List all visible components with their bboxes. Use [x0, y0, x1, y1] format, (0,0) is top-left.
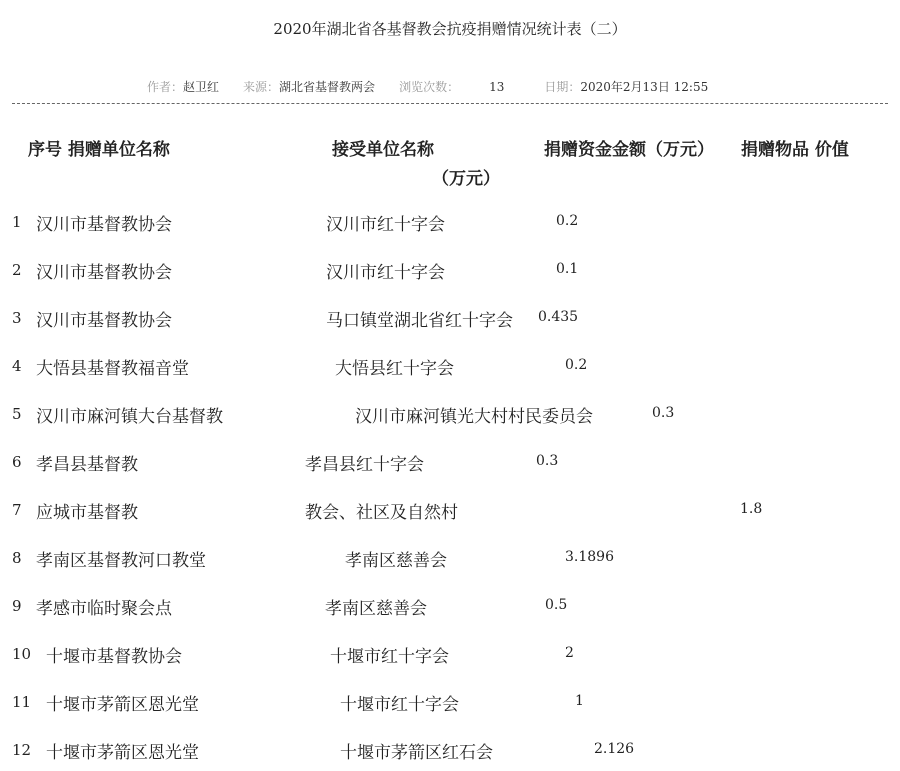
table-row-no: 9: [12, 597, 22, 615]
table-row-no: 4: [12, 357, 22, 375]
table-row-donor: 孝昌县基督教: [36, 455, 138, 475]
page-title: 2020年湖北省各基督教会抗疫捐赠情况统计表（二）: [273, 20, 627, 38]
table-row-donor: 孝南区基督教河口教堂: [36, 551, 206, 571]
header-recipient: 接受单位名称: [332, 140, 434, 160]
table-row-recipient: 十堰市红十字会: [340, 695, 459, 715]
source-label: 来源：: [243, 80, 280, 94]
table-row-donor: 大悟县基督教福音堂: [36, 359, 189, 379]
table-row-donor: 汉川市基督教协会: [36, 263, 172, 283]
table-row-no: 2: [12, 261, 22, 279]
views-label: 浏览次数：: [399, 80, 460, 94]
table-row-amount: 1: [575, 693, 584, 709]
table-row-recipient: 马口镇堂湖北省红十字会: [326, 311, 513, 331]
table-row-donor: 应城市基督教: [36, 503, 138, 523]
table-row-donor: 汉川市基督教协会: [36, 215, 172, 235]
table-row-amount: 0.5: [545, 597, 568, 613]
date-value: 2020年2月13日 12:55: [580, 80, 709, 94]
table-row-donor: 十堰市茅箭区恩光堂: [46, 743, 199, 763]
author-label: 作者：: [147, 80, 184, 94]
table-row-no: 1: [12, 213, 22, 231]
table-row-amount: 0.3: [536, 453, 559, 469]
table-row-donor: 汉川市基督教协会: [36, 311, 172, 331]
table-row-amount: 0.2: [556, 213, 579, 229]
table-row-recipient: 大悟县红十字会: [335, 359, 454, 379]
table-row-donor: 汉川市麻河镇大台基督教: [36, 407, 223, 427]
table-row-no: 5: [12, 405, 22, 423]
table-row-amount: 0.435: [538, 309, 579, 325]
table-row-no: 12: [12, 741, 32, 759]
table-row-recipient: 孝昌县红十字会: [305, 455, 424, 475]
table-row-recipient: 十堰市茅箭区红石会: [340, 743, 493, 763]
table-row-recipient: 汉川市红十字会: [326, 263, 445, 283]
table-row-recipient: 教会、社区及自然村: [305, 503, 458, 523]
table-row-goods-value: 1.8: [740, 501, 763, 517]
table-row-amount: 2.126: [594, 741, 635, 757]
table-row-amount: 2: [565, 645, 574, 661]
source-value: 湖北省基督教两会: [279, 80, 376, 94]
table-row-amount: 0.3: [652, 405, 675, 421]
views-value: 13: [489, 80, 505, 94]
table-row-amount: 3.1896: [565, 549, 614, 565]
table-row-donor: 孝感市临时聚会点: [36, 599, 172, 619]
table-row-recipient: 孝南区慈善会: [345, 551, 447, 571]
table-row-no: 8: [12, 549, 22, 567]
table-row-no: 6: [12, 453, 22, 471]
article-meta: [147, 78, 708, 95]
table-row-donor: 十堰市茅箭区恩光堂: [46, 695, 199, 715]
table-row-amount: 0.2: [565, 357, 588, 373]
table-row-no: 10: [12, 645, 32, 663]
date-label: 日期：: [544, 80, 581, 94]
table-row-no: 7: [12, 501, 22, 519]
author-value: 赵卫红: [183, 80, 220, 94]
divider: [12, 103, 888, 104]
header-goods-value: 捐赠物品 价值: [741, 140, 849, 160]
table-row-donor: 十堰市基督教协会: [46, 647, 182, 667]
table-row-recipient: 汉川市红十字会: [326, 215, 445, 235]
table-row-recipient: 孝南区慈善会: [325, 599, 427, 619]
header-seq-donor: 序号 捐赠单位名称: [28, 140, 170, 160]
table-row-no: 3: [12, 309, 22, 327]
header-unit: （万元）: [432, 169, 500, 189]
header-amount: 捐赠资金金额（万元）: [544, 140, 714, 160]
table-row-recipient: 十堰市红十字会: [330, 647, 449, 667]
table-row-recipient: 汉川市麻河镇光大村村民委员会: [355, 407, 593, 427]
table-row-amount: 0.1: [556, 261, 579, 277]
table-row-no: 11: [12, 693, 32, 711]
